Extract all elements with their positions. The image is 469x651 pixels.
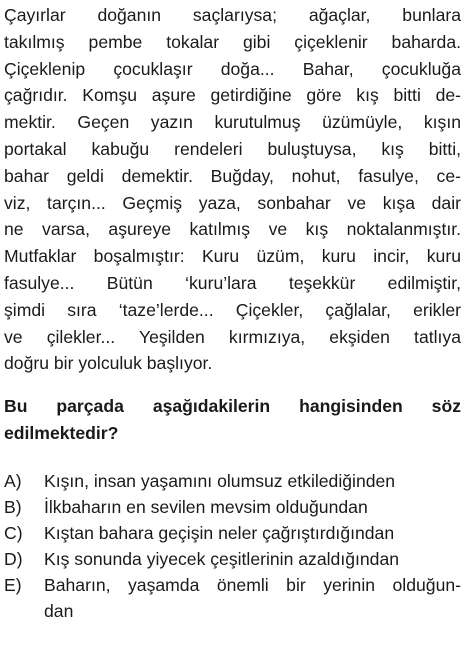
option-b[interactable] xyxy=(4,494,461,520)
passage-line: bahar geldi demektir. Buğday, nohut, fasulye, ce- xyxy=(4,165,461,186)
option-text xyxy=(44,468,461,494)
question-page xyxy=(4,2,461,624)
option-text-line: Kış sonunda yiyecek çeşitlerinin azaldığından xyxy=(44,549,400,570)
option-text xyxy=(44,572,461,624)
option-e[interactable] xyxy=(4,572,461,624)
passage-line: Çiçeklenip çocuklaşır doğa... Bahar, çocukluğa xyxy=(4,58,461,79)
option-text-line: İlkbaharın en sevilen mevsim olduğundan xyxy=(44,497,368,518)
passage-line: takılmış pembe tokalar gibi çiçeklenir baharda. xyxy=(4,31,461,52)
option-letter: C) xyxy=(4,523,23,544)
passage-line: Çayırlar doğanın saçlarıysa; ağaçlar, bunlara xyxy=(4,5,461,25)
option-letter: A) xyxy=(4,471,22,492)
passage-line: mektir. Geçen yazın kurutulmuş üzümüyle, kışın xyxy=(4,112,461,133)
option-c[interactable] xyxy=(4,520,461,546)
option-letter: E) xyxy=(4,575,22,596)
option-text-line: Baharın, yaşamda önemli bir yerinin olduğun- xyxy=(44,575,461,596)
option-text-line: dan xyxy=(44,601,74,622)
option-letter: B) xyxy=(4,497,22,518)
passage-line: ne varsa, aşureye katılmış ve kış noktalanmıştır. xyxy=(4,219,461,240)
question-line: edilmektedir? xyxy=(4,422,119,443)
answer-options xyxy=(4,468,461,624)
passage-line: çağrıdır. Komşu aşure getirdiğine göre kış bitti de- xyxy=(4,85,461,106)
passage-line: doğru bir yolculuk başlıyor. xyxy=(4,353,213,374)
passage-line: ve çilekler... Yeşilden kırmızıya, ekşiden tatlıya xyxy=(4,326,461,347)
option-text xyxy=(44,494,461,520)
passage-line: Mutfaklar boşalmıştır: Kuru üzüm, kuru incir, kuru xyxy=(4,246,461,267)
passage-line: viz, tarçın... Geçmiş yaza, sonbahar ve kışa dair xyxy=(4,192,461,213)
reading-passage xyxy=(4,2,461,377)
option-d[interactable] xyxy=(4,546,461,572)
passage-line: şimdi sıra ‘taze’lerde... Çiçekler, çağlalar, erikler xyxy=(4,299,461,320)
option-text xyxy=(44,546,461,572)
question-line: Bu parçada aşağıdakilerin hangisinden söz xyxy=(4,396,461,417)
question-stem xyxy=(4,393,461,446)
option-letter: D) xyxy=(4,549,23,570)
option-text-line: Kıştan bahara geçişin neler çağrıştırdığından xyxy=(44,523,395,544)
passage-line: fasulye... Bütün ‘kuru’lara teşekkür edilmiştir, xyxy=(4,272,461,293)
option-text-line: Kışın, insan yaşamını olumsuz etkilediğinden xyxy=(44,471,396,492)
option-a[interactable] xyxy=(4,468,461,494)
passage-line: portakal kabuğu rendeleri buluştuysa, kış bitti, xyxy=(4,138,461,159)
option-text xyxy=(44,520,461,546)
